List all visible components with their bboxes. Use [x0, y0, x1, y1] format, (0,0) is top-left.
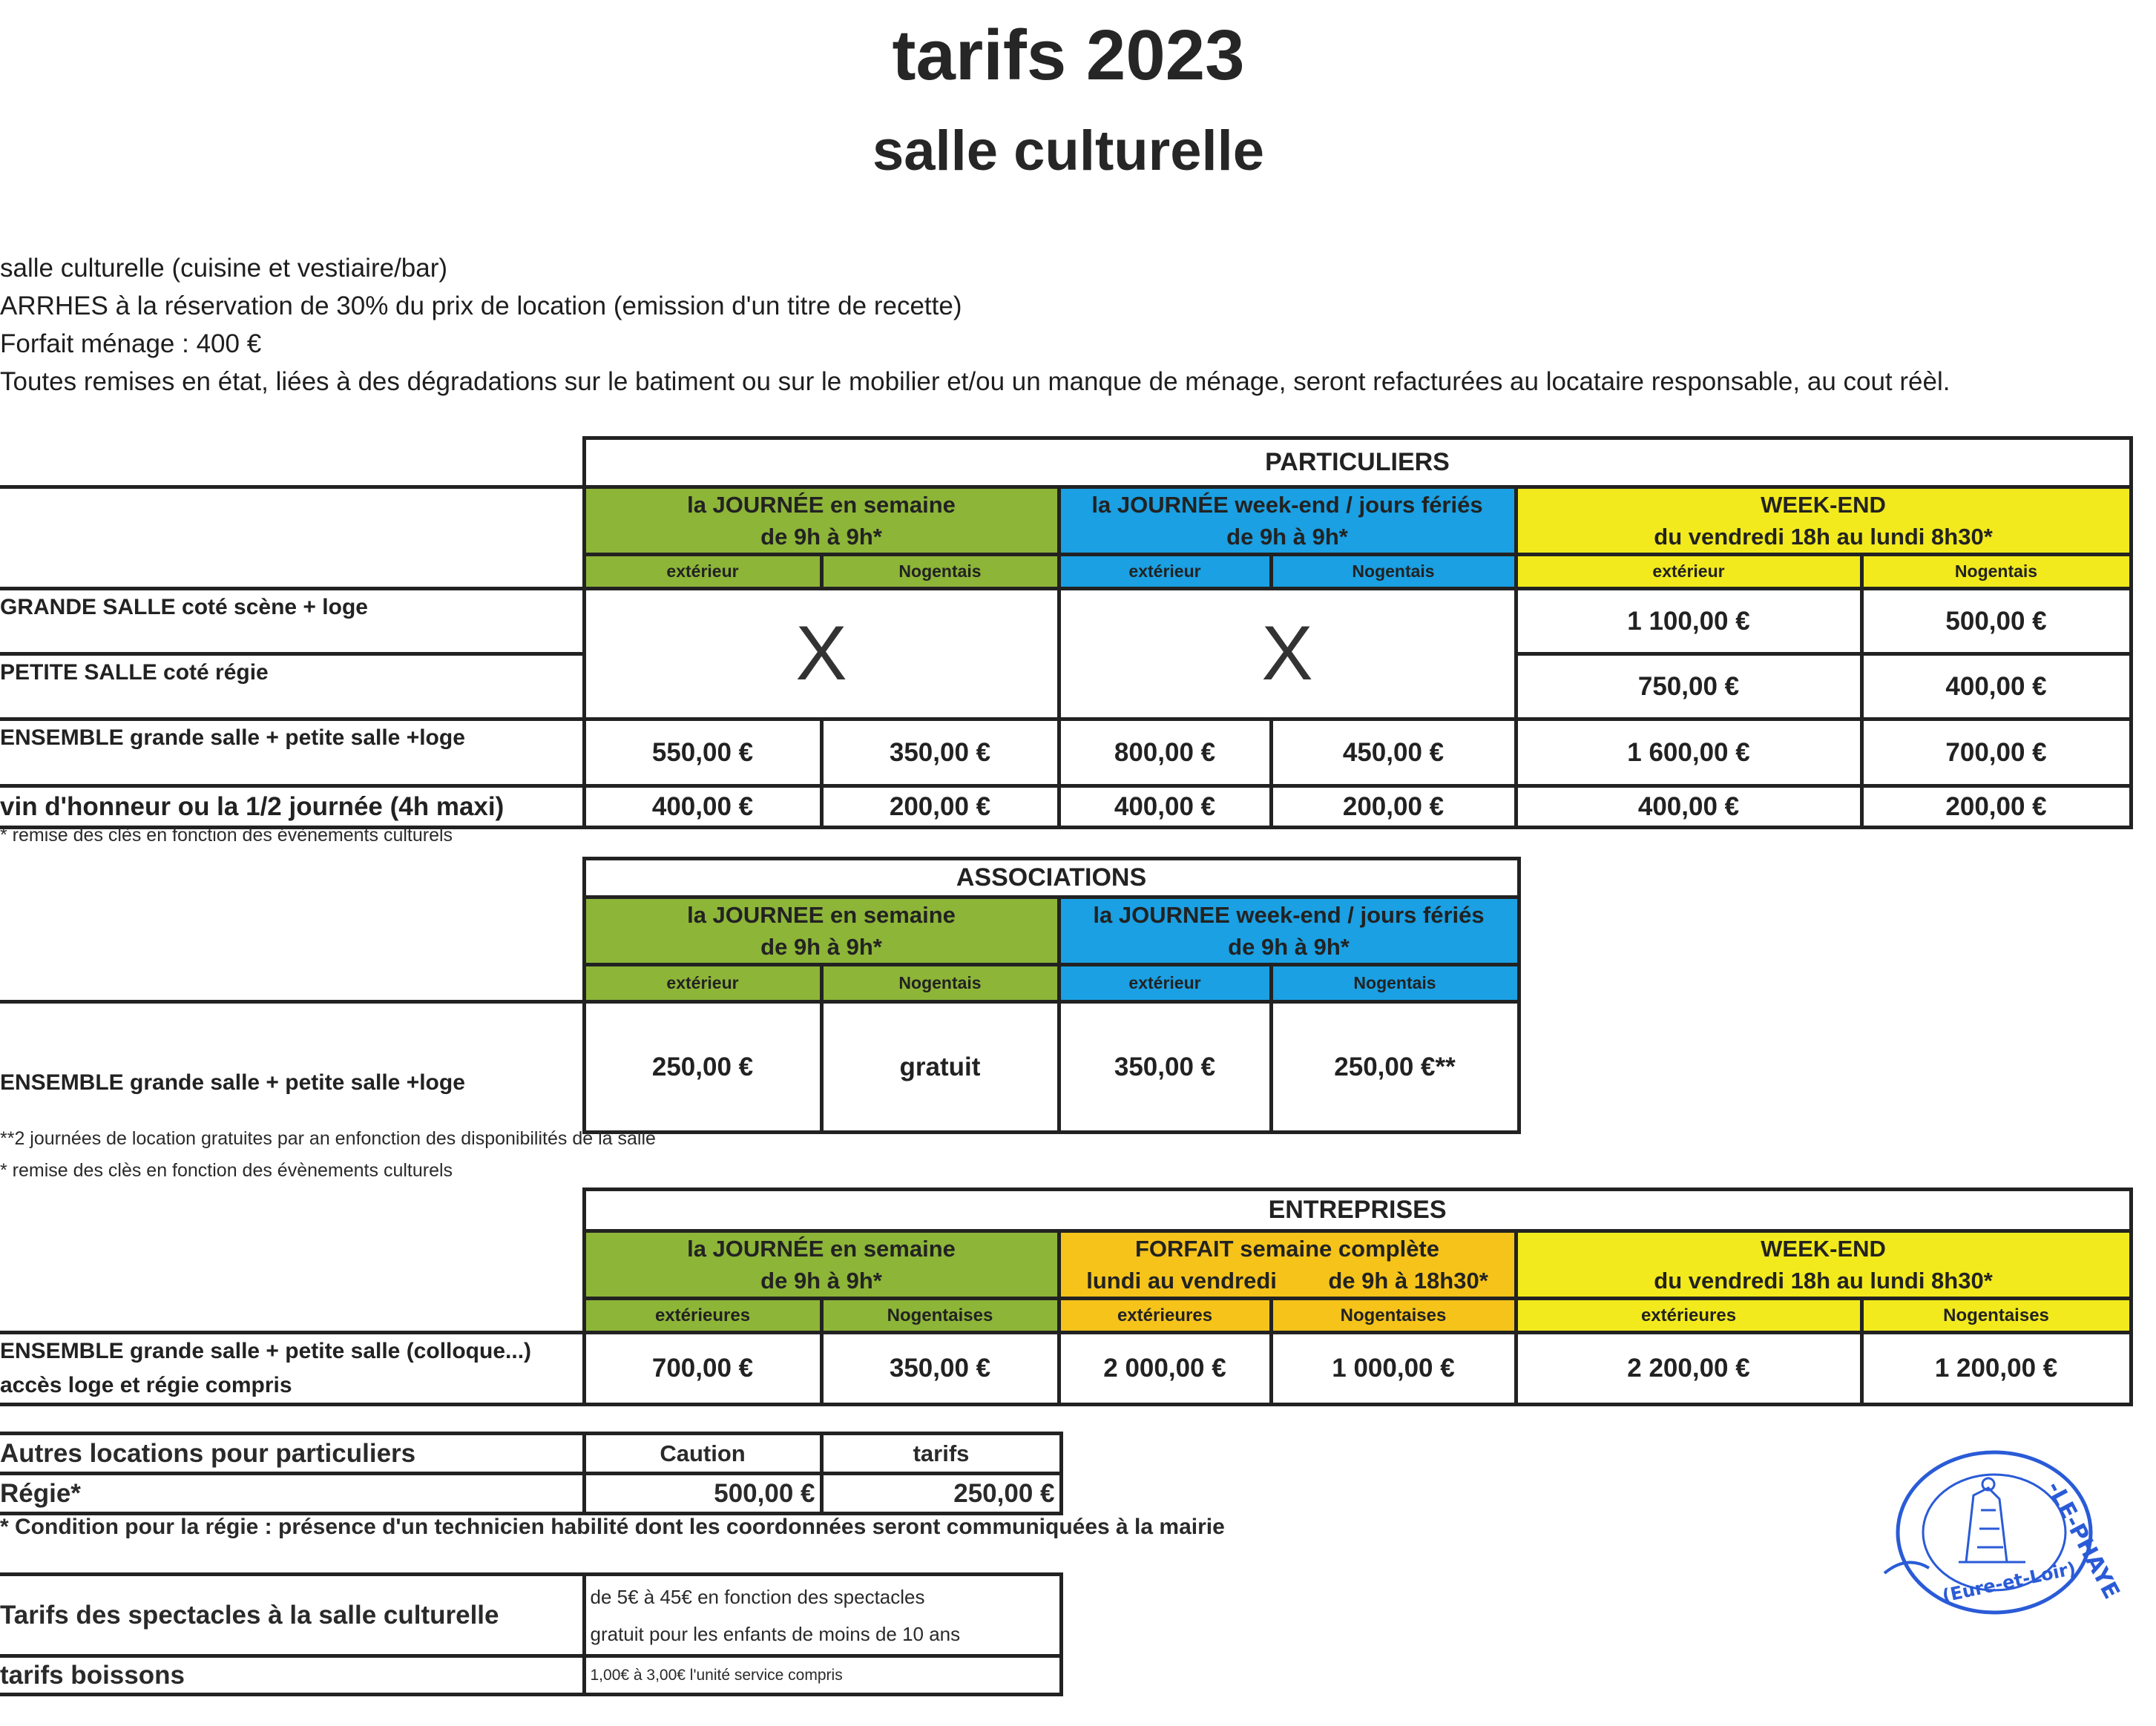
entreprises-col-semaine: [584, 1231, 1059, 1299]
page-title: tarifs 2023: [892, 16, 1245, 95]
price-cell: 500,00 €: [1861, 589, 2131, 654]
sublabel-nogentais: Nogentais: [1861, 555, 2131, 589]
price-cell: 350,00 €: [821, 1333, 1059, 1405]
col-header-part: lundi au vendredi: [1086, 1268, 1277, 1294]
col-header-line: la JOURNÉE week-end / jours fériés: [1091, 492, 1483, 518]
price-cell: 2 000,00 €: [1059, 1333, 1271, 1405]
price-cell: 200,00 €: [1861, 786, 2131, 828]
price-cell: 550,00 €: [584, 719, 821, 786]
row-label: ENSEMBLE grande salle + petite salle +loge: [0, 719, 584, 786]
associations-table: [0, 857, 1521, 1134]
entreprises-table: [0, 1188, 2133, 1406]
col-header-line: du vendredi 18h au lundi 8h30*: [1654, 1268, 1993, 1294]
regie-note: * Condition pour la régie : présence d'un technicien habilité dont les coordonnées seront communiquées à la mairie: [0, 1515, 1225, 1539]
sublabel-exterieures: extérieures: [1059, 1299, 1271, 1333]
particuliers-table: [0, 436, 2133, 829]
cross-mark: X: [584, 589, 1059, 719]
col-header-line: la JOURNEE en semaine: [687, 902, 956, 928]
particuliers-title: PARTICULIERS: [584, 438, 2131, 487]
sublabel-exterieur: extérieur: [1059, 965, 1271, 1002]
associations-col-semaine: [584, 897, 1059, 965]
sublabel-nogentais: Nogentais: [821, 965, 1059, 1002]
col-header-line: la JOURNÉE en semaine: [687, 1236, 956, 1262]
col-header-line: WEEK-END: [1761, 492, 1886, 518]
sublabel-nogentaises: Nogentaises: [821, 1299, 1059, 1333]
row-label-line: accès loge et régie compris: [0, 1373, 292, 1397]
price-cell: 200,00 €: [1271, 786, 1516, 828]
row-label-line: ENSEMBLE grande salle + petite salle (colloque...): [0, 1339, 532, 1363]
price-cell: gratuit: [821, 1002, 1059, 1133]
col-header-line: [1061, 1265, 1514, 1297]
associations-title: ASSOCIATIONS: [584, 859, 1519, 897]
sublabel-exterieur: extérieur: [584, 965, 821, 1002]
row-label: vin d'honneur ou la 1/2 journée (4h maxi): [0, 786, 584, 828]
price-cell: 800,00 €: [1059, 719, 1271, 786]
col-header-line: WEEK-END: [1761, 1236, 1886, 1262]
page-subtitle: salle culturelle: [872, 119, 1265, 182]
mairie-stamp: [1877, 1443, 2125, 1629]
row-label: GRANDE SALLE coté scène + loge: [0, 589, 584, 654]
price-cell: 1 600,00 €: [1516, 719, 1861, 786]
col-header-line: de 9h à 9h*: [760, 524, 882, 550]
sublabel-nogentaises: Nogentaises: [1271, 1299, 1516, 1333]
particuliers-col-semaine: [584, 487, 1059, 555]
cross-mark: X: [1059, 589, 1516, 719]
sublabel-nogentais: Nogentais: [821, 555, 1059, 589]
price-cell: 750,00 €: [1516, 654, 1861, 719]
col-header-line: la JOURNEE week-end / jours fériés: [1093, 902, 1485, 928]
col-header-line: FORFAIT semaine complète: [1135, 1236, 1439, 1262]
footnote: **2 journées de location gratuites par an enfonction des disponibilités de la salle: [0, 1128, 656, 1149]
price-cell: 2 200,00 €: [1516, 1333, 1861, 1405]
intro-line: Toutes remises en état, liées à des dégradations sur le batiment ou sur le mobilier et/ou un manque de ménage, seront refacturées au locataire responsable, au cout réèl.: [0, 367, 1950, 396]
stamp-emblem: [1959, 1478, 2025, 1562]
row-label: [0, 1333, 584, 1405]
price-cell: 350,00 €: [1059, 1002, 1271, 1133]
col-header-line: du vendredi 18h au lundi 8h30*: [1654, 524, 1993, 550]
intro-line: salle culturelle (cuisine et vestiaire/bar): [0, 254, 448, 283]
caution-header: Caution: [584, 1434, 821, 1474]
intro-line: Forfait ménage : 400 €: [0, 329, 262, 358]
col-header-part: de 9h à 18h30*: [1328, 1268, 1488, 1294]
price-cell: 450,00 €: [1271, 719, 1516, 786]
price-cell: 1 200,00 €: [1861, 1333, 2131, 1405]
sublabel-nogentais: Nogentais: [1271, 555, 1516, 589]
footnote: * remise des clès en fonction des évènements culturels: [0, 1160, 453, 1181]
autres-label: Autres locations pour particuliers: [0, 1434, 584, 1474]
sublabel-nogentaises: Nogentaises: [1861, 1299, 2131, 1333]
col-header-line: de 9h à 9h*: [1228, 934, 1350, 960]
stamp-text: (Eure-et-Loir): [1940, 1558, 2078, 1607]
stamp-text: -LE-PHAYE: [2040, 1477, 2125, 1604]
spectacles-line: de 5€ à 45€ en fonction des spectacles: [590, 1585, 925, 1608]
price-cell: 350,00 €: [821, 719, 1059, 786]
intro-line: ARRHES à la réservation de 30% du prix de location (emission d'un titre de recette): [0, 291, 962, 320]
sublabel-nogentais: Nogentais: [1271, 965, 1519, 1002]
spectacles-table: [0, 1572, 1063, 1696]
price-cell: 700,00 €: [584, 1333, 821, 1405]
price-cell: 400,00 €: [1516, 786, 1861, 828]
caution-value: 500,00 €: [584, 1474, 821, 1514]
tarif-value: 250,00 €: [821, 1474, 1061, 1514]
entreprises-col-weekend: [1516, 1231, 2131, 1299]
col-header-line: de 9h à 9h*: [760, 934, 882, 960]
row-label: PETITE SALLE coté régie: [0, 654, 584, 719]
sublabel-exterieures: extérieures: [1516, 1299, 1861, 1333]
price-cell: 400,00 €: [1861, 654, 2131, 719]
intro-block: [0, 249, 1950, 401]
col-header-line: de 9h à 9h*: [760, 1268, 882, 1294]
entreprises-title: ENTREPRISES: [584, 1190, 2131, 1231]
price-cell: 400,00 €: [1059, 786, 1271, 828]
price-cell: 200,00 €: [821, 786, 1059, 828]
sublabel-exterieur: extérieur: [584, 555, 821, 589]
price-cell: 250,00 €**: [1271, 1002, 1519, 1133]
col-header-line: de 9h à 9h*: [1226, 524, 1348, 550]
spectacles-label: Tarifs des spectacles à la salle culturelle: [0, 1575, 584, 1656]
particuliers-col-weekend: [1516, 487, 2131, 555]
footnote: * remise des clès en fonction des évènements culturels: [0, 825, 453, 846]
tarifs-header: tarifs: [821, 1434, 1061, 1474]
boissons-label: tarifs boissons: [0, 1656, 584, 1695]
spectacles-line: gratuit pour les enfants de moins de 10 ans: [590, 1622, 961, 1645]
row-label: ENSEMBLE grande salle + petite salle +loge: [0, 1070, 465, 1095]
sublabel-exterieures: extérieures: [584, 1299, 821, 1333]
spectacles-prices: [584, 1575, 1061, 1656]
col-header-line: la JOURNÉE en semaine: [687, 492, 956, 518]
associations-col-weekend-day: [1059, 897, 1519, 965]
price-cell: 250,00 €: [584, 1002, 821, 1133]
price-cell: 1 000,00 €: [1271, 1333, 1516, 1405]
price-cell: 400,00 €: [584, 786, 821, 828]
price-cell: 1 100,00 €: [1516, 589, 1861, 654]
autres-table: [0, 1432, 1063, 1515]
price-cell: 700,00 €: [1861, 719, 2131, 786]
sublabel-exterieur: extérieur: [1516, 555, 1861, 589]
particuliers-col-weekend-day: [1059, 487, 1516, 555]
regie-label: Régie*: [0, 1474, 584, 1514]
sublabel-exterieur: extérieur: [1059, 555, 1271, 589]
entreprises-col-forfait: [1059, 1231, 1516, 1299]
boissons-prices: 1,00€ à 3,00€ l'unité service compris: [584, 1656, 1061, 1695]
